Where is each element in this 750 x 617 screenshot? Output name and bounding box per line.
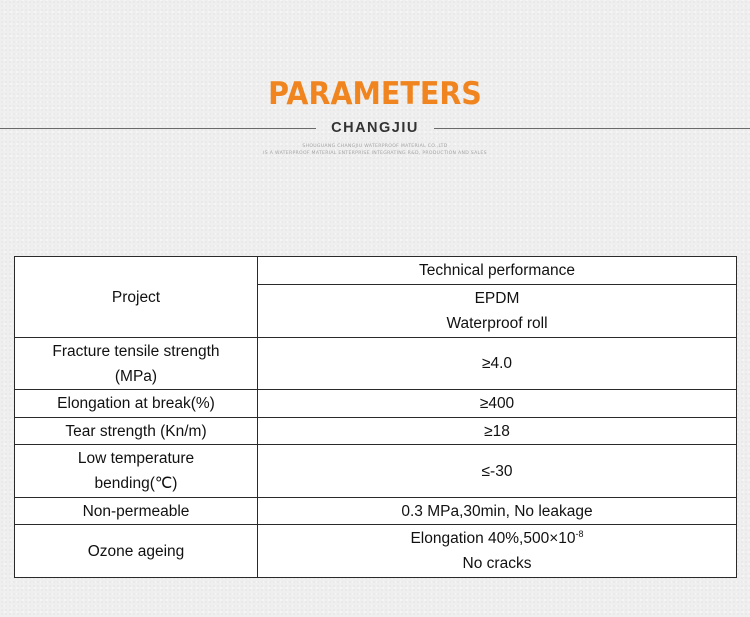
company-subtitle-line1: SHOUGUANG CHANGJIU WATERPROOF MATERIAL CO.,LTD xyxy=(302,144,448,149)
row-label xyxy=(15,445,258,498)
row-value: 0.3 MPa,30min, No leakage xyxy=(258,498,737,525)
row-value: ≥18 xyxy=(258,418,737,445)
table-row xyxy=(15,445,737,498)
table-row xyxy=(15,338,737,390)
row-value: ≥400 xyxy=(258,390,737,418)
page-title: PARAMETERS xyxy=(268,76,482,112)
tech-performance-label: Technical performance xyxy=(419,262,575,279)
row-label: Non-permeable xyxy=(15,498,258,525)
product-type: Waterproof roll xyxy=(446,315,548,332)
row-label-line1: Low temperature xyxy=(77,450,195,467)
row-label-line1: Fracture tensile strength xyxy=(52,342,220,360)
divider-line-left xyxy=(0,128,316,129)
divider-line-right xyxy=(434,128,750,129)
ozone-elongation-text: Elongation 40%,500×10 xyxy=(410,530,576,547)
project-label: Project xyxy=(111,288,161,306)
row-value-line2: No cracks xyxy=(462,555,532,572)
product-cell xyxy=(258,285,737,338)
row-label: Elongation at break(%) xyxy=(15,390,258,418)
project-header-cell xyxy=(15,257,258,338)
tech-performance-header-cell xyxy=(258,257,737,285)
row-label-line2: (MPa) xyxy=(114,367,158,385)
parameters-table xyxy=(14,256,737,578)
row-value xyxy=(258,525,737,578)
row-value: ≥4.0 xyxy=(258,338,737,390)
brand-divider xyxy=(0,118,750,140)
table-row xyxy=(15,498,737,525)
table-header-row xyxy=(15,257,737,285)
table-row xyxy=(15,525,737,578)
row-label: Ozone ageing xyxy=(15,525,258,578)
table-row xyxy=(15,390,737,418)
brand-name: CHANGJIU xyxy=(331,120,419,136)
row-value: ≤-30 xyxy=(258,445,737,498)
row-label-line2: bending(℃) xyxy=(94,475,178,492)
table-row xyxy=(15,418,737,445)
company-subtitle-line2: IS A WATERPROOF MATERIAL ENTERPRISE INTEGRATING R&D, PRODUCTION AND SALES xyxy=(263,151,487,156)
row-label xyxy=(15,338,258,390)
exponent: -8 xyxy=(575,529,584,539)
row-value-line1 xyxy=(262,526,732,551)
product-name: EPDM xyxy=(474,290,520,307)
row-label: Tear strength (Kn/m) xyxy=(15,418,258,445)
